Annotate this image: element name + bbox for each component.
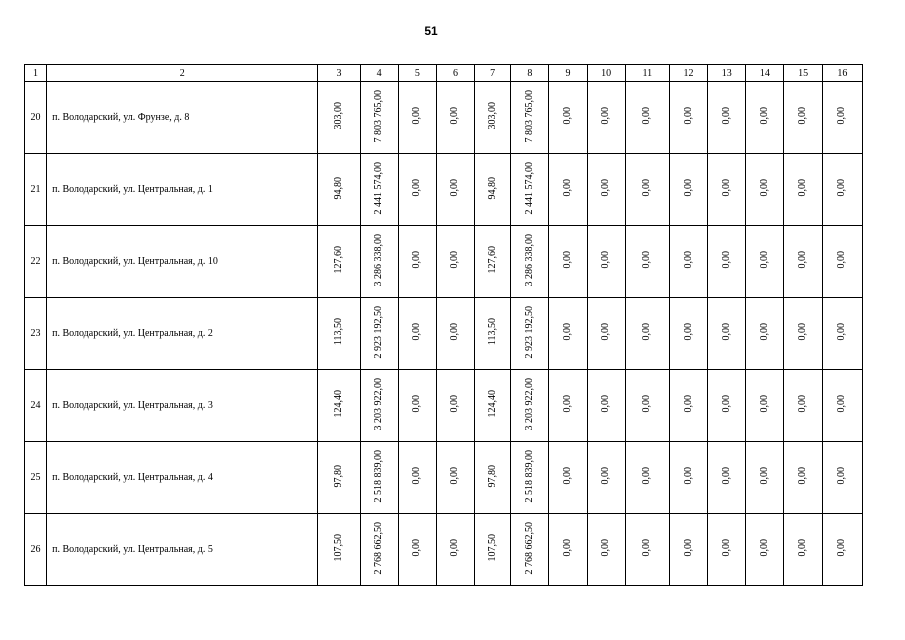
cell-value: 3 286 338,00 — [523, 233, 535, 287]
value-cell-col-12 — [669, 154, 707, 226]
cell-value: 0,00 — [562, 395, 573, 413]
value-cell-col-8 — [511, 298, 549, 370]
address-cell: п. Володарский, ул. Центральная, д. 3 — [47, 370, 318, 442]
column-header-10: 10 — [587, 65, 625, 82]
cell-value: 0,00 — [720, 179, 732, 197]
value-cell-col-5 — [398, 442, 436, 514]
value-cell-col-4 — [360, 226, 398, 298]
page-number: 51 — [424, 24, 438, 38]
cell-value: 2 923 192,50 — [523, 305, 535, 359]
row-number-cell: 23 — [25, 298, 47, 370]
value-cell-col-14 — [746, 442, 784, 514]
cell-value: 0,00 — [449, 467, 461, 485]
value-cell-col-10 — [587, 370, 625, 442]
value-cell-col-12 — [669, 370, 707, 442]
cell-value: 0,00 — [797, 467, 809, 485]
cell-value: 0,00 — [411, 467, 423, 485]
table-row — [25, 226, 863, 298]
table-body — [25, 82, 863, 586]
cell-value: 0,00 — [641, 395, 653, 413]
cell-value: 127,60 — [486, 246, 498, 274]
cell-value: 0,00 — [758, 395, 770, 413]
value-cell-col-15 — [784, 298, 822, 370]
cell-value: 0,00 — [836, 179, 848, 197]
cell-value: 0,00 — [562, 467, 573, 485]
value-cell-col-3 — [318, 514, 360, 586]
value-cell-col-4 — [360, 514, 398, 586]
cell-value: 0,00 — [758, 467, 770, 485]
value-cell-col-6 — [436, 226, 474, 298]
address-cell: п. Володарский, ул. Центральная, д. 2 — [47, 298, 318, 370]
column-header-15: 15 — [784, 65, 822, 82]
value-cell-col-11 — [625, 442, 669, 514]
column-header-11: 11 — [625, 65, 669, 82]
value-cell-col-11 — [625, 226, 669, 298]
cell-value: 97,80 — [332, 464, 344, 488]
value-cell-col-14 — [746, 370, 784, 442]
value-cell-col-8 — [511, 514, 549, 586]
cell-value: 0,00 — [720, 107, 732, 125]
value-cell-col-9 — [549, 442, 587, 514]
table-row — [25, 442, 863, 514]
column-header-2: 2 — [47, 65, 318, 82]
address-cell: п. Володарский, ул. Центральная, д. 1 — [47, 154, 318, 226]
row-number-cell: 22 — [25, 226, 47, 298]
cell-value: 0,00 — [797, 395, 809, 413]
value-cell-col-7 — [475, 154, 511, 226]
column-header-5: 5 — [398, 65, 436, 82]
cell-value: 0,00 — [641, 107, 653, 125]
cell-value: 0,00 — [449, 251, 461, 269]
value-cell-col-13 — [708, 370, 746, 442]
value-cell-col-6 — [436, 154, 474, 226]
cell-value: 0,00 — [449, 107, 461, 125]
column-header-9: 9 — [549, 65, 587, 82]
value-cell-col-15 — [784, 82, 822, 154]
cell-value: 0,00 — [836, 323, 848, 341]
cell-value: 0,00 — [720, 395, 732, 413]
value-cell-col-9 — [549, 154, 587, 226]
value-cell-col-5 — [398, 226, 436, 298]
cell-value: 0,00 — [797, 179, 809, 197]
value-cell-col-15 — [784, 442, 822, 514]
cell-value: 0,00 — [720, 251, 732, 269]
cell-value: 113,50 — [486, 318, 498, 346]
cell-value: 0,00 — [600, 395, 612, 413]
value-cell-col-5 — [398, 370, 436, 442]
cell-value: 0,00 — [758, 179, 770, 197]
cell-value: 107,50 — [486, 534, 498, 562]
column-header-13: 13 — [708, 65, 746, 82]
cell-value: 0,00 — [836, 395, 848, 413]
row-number-cell: 26 — [25, 514, 47, 586]
cell-value: 0,00 — [758, 107, 770, 125]
row-number-cell: 21 — [25, 154, 47, 226]
value-cell-col-13 — [708, 514, 746, 586]
value-cell-col-12 — [669, 82, 707, 154]
value-cell-col-14 — [746, 226, 784, 298]
column-header-8: 8 — [511, 65, 549, 82]
cell-value: 2 441 574,00 — [373, 161, 385, 215]
column-header-14: 14 — [746, 65, 784, 82]
cell-value: 0,00 — [641, 251, 653, 269]
value-cell-col-3 — [318, 226, 360, 298]
value-cell-col-14 — [746, 298, 784, 370]
address-cell: п. Володарский, ул. Центральная, д. 5 — [47, 514, 318, 586]
value-cell-col-5 — [398, 82, 436, 154]
value-cell-col-16 — [822, 514, 862, 586]
value-cell-col-16 — [822, 298, 862, 370]
cell-value: 0,00 — [600, 323, 612, 341]
value-cell-col-8 — [511, 442, 549, 514]
cell-value: 0,00 — [600, 107, 612, 125]
cell-value: 0,00 — [682, 467, 694, 485]
column-header-6: 6 — [436, 65, 474, 82]
column-header-1: 1 — [25, 65, 47, 82]
cell-value: 0,00 — [682, 323, 694, 341]
cell-value: 0,00 — [641, 539, 653, 557]
cell-value: 0,00 — [836, 107, 848, 125]
cell-value: 107,50 — [332, 534, 344, 562]
cell-value: 0,00 — [600, 251, 612, 269]
cell-value: 0,00 — [449, 395, 461, 413]
cell-value: 0,00 — [411, 395, 423, 413]
column-header-16: 16 — [822, 65, 862, 82]
value-cell-col-5 — [398, 514, 436, 586]
value-cell-col-4 — [360, 154, 398, 226]
value-cell-col-10 — [587, 82, 625, 154]
value-cell-col-6 — [436, 514, 474, 586]
cell-value: 7 803 765,00 — [373, 89, 385, 143]
cell-value: 127,60 — [332, 246, 344, 274]
column-header-4: 4 — [360, 65, 398, 82]
cell-value: 0,00 — [641, 323, 653, 341]
value-cell-col-4 — [360, 82, 398, 154]
cell-value: 0,00 — [836, 251, 848, 269]
value-cell-col-12 — [669, 514, 707, 586]
cell-value: 0,00 — [682, 179, 694, 197]
value-cell-col-10 — [587, 154, 625, 226]
value-cell-col-12 — [669, 226, 707, 298]
value-cell-col-16 — [822, 442, 862, 514]
value-cell-col-10 — [587, 226, 625, 298]
value-cell-col-10 — [587, 442, 625, 514]
cell-value: 0,00 — [562, 179, 573, 197]
value-cell-col-7 — [475, 82, 511, 154]
cell-value: 0,00 — [836, 539, 848, 557]
value-cell-col-13 — [708, 226, 746, 298]
value-cell-col-14 — [746, 154, 784, 226]
cell-value: 0,00 — [758, 251, 770, 269]
value-cell-col-10 — [587, 514, 625, 586]
cell-value: 0,00 — [449, 179, 461, 197]
value-cell-col-11 — [625, 82, 669, 154]
cell-value: 0,00 — [600, 179, 612, 197]
value-cell-col-9 — [549, 514, 587, 586]
table-row — [25, 154, 863, 226]
value-cell-col-6 — [436, 370, 474, 442]
value-cell-col-8 — [511, 154, 549, 226]
value-cell-col-4 — [360, 298, 398, 370]
cell-value: 7 803 765,00 — [523, 89, 535, 143]
row-number-cell: 20 — [25, 82, 47, 154]
cell-value: 0,00 — [562, 323, 573, 341]
value-cell-col-12 — [669, 298, 707, 370]
value-cell-col-11 — [625, 154, 669, 226]
row-number-cell: 25 — [25, 442, 47, 514]
column-header-12: 12 — [669, 65, 707, 82]
cell-value: 0,00 — [411, 251, 423, 269]
value-cell-col-9 — [549, 298, 587, 370]
value-cell-col-3 — [318, 370, 360, 442]
cell-value: 2 768 662,50 — [373, 521, 385, 575]
table-row — [25, 370, 863, 442]
value-cell-col-15 — [784, 514, 822, 586]
cell-value: 2 518 839,00 — [523, 449, 535, 503]
cell-value: 0,00 — [797, 107, 809, 125]
value-cell-col-13 — [708, 154, 746, 226]
value-cell-col-13 — [708, 298, 746, 370]
value-cell-col-11 — [625, 514, 669, 586]
cell-value: 303,00 — [486, 102, 498, 130]
cell-value: 0,00 — [562, 107, 573, 125]
value-cell-col-8 — [511, 370, 549, 442]
value-cell-col-4 — [360, 442, 398, 514]
cell-value: 0,00 — [562, 251, 573, 269]
value-cell-col-14 — [746, 82, 784, 154]
row-number-cell: 24 — [25, 370, 47, 442]
value-cell-col-13 — [708, 442, 746, 514]
cell-value: 0,00 — [836, 467, 848, 485]
cell-value: 0,00 — [641, 179, 653, 197]
value-cell-col-3 — [318, 298, 360, 370]
value-cell-col-16 — [822, 154, 862, 226]
cell-value: 0,00 — [797, 251, 809, 269]
table-row — [25, 514, 863, 586]
cell-value: 0,00 — [682, 251, 694, 269]
cell-value: 94,80 — [332, 176, 344, 200]
cell-value: 0,00 — [797, 539, 809, 557]
value-cell-col-15 — [784, 154, 822, 226]
cell-value: 0,00 — [758, 323, 770, 341]
cell-value: 0,00 — [682, 107, 694, 125]
value-cell-col-6 — [436, 82, 474, 154]
value-cell-col-9 — [549, 370, 587, 442]
cell-value: 3 286 338,00 — [373, 233, 385, 287]
cell-value: 303,00 — [332, 102, 344, 130]
cell-value: 0,00 — [641, 467, 653, 485]
value-cell-col-16 — [822, 370, 862, 442]
value-cell-col-7 — [475, 298, 511, 370]
value-cell-col-12 — [669, 442, 707, 514]
column-header-7: 7 — [475, 65, 511, 82]
cell-value: 2 518 839,00 — [373, 449, 385, 503]
value-cell-col-6 — [436, 442, 474, 514]
cell-value: 0,00 — [411, 179, 423, 197]
cell-value: 3 203 922,00 — [373, 377, 385, 431]
cell-value: 124,40 — [332, 390, 344, 418]
value-cell-col-8 — [511, 226, 549, 298]
value-cell-col-9 — [549, 82, 587, 154]
cell-value: 2 923 192,50 — [373, 305, 385, 359]
value-cell-col-8 — [511, 82, 549, 154]
value-cell-col-16 — [822, 82, 862, 154]
data-table — [24, 64, 863, 586]
cell-value: 3 203 922,00 — [523, 377, 535, 431]
value-cell-col-9 — [549, 226, 587, 298]
value-cell-col-7 — [475, 514, 511, 586]
value-cell-col-3 — [318, 442, 360, 514]
cell-value: 0,00 — [411, 107, 423, 125]
value-cell-col-15 — [784, 370, 822, 442]
value-cell-col-7 — [475, 442, 511, 514]
value-cell-col-3 — [318, 154, 360, 226]
cell-value: 0,00 — [600, 467, 612, 485]
value-cell-col-11 — [625, 370, 669, 442]
cell-value: 2 768 662,50 — [523, 521, 535, 575]
cell-value: 124,40 — [486, 390, 498, 418]
value-cell-col-6 — [436, 298, 474, 370]
address-cell: п. Володарский, ул. Центральная, д. 4 — [47, 442, 318, 514]
cell-value: 0,00 — [600, 539, 612, 557]
cell-value: 97,80 — [486, 464, 498, 488]
column-header-3: 3 — [318, 65, 360, 82]
cell-value: 0,00 — [720, 539, 732, 557]
value-cell-col-10 — [587, 298, 625, 370]
value-cell-col-7 — [475, 370, 511, 442]
header-row — [25, 65, 863, 82]
cell-value: 0,00 — [411, 539, 423, 557]
cell-value: 0,00 — [449, 539, 461, 557]
table-row — [25, 298, 863, 370]
cell-value: 0,00 — [720, 467, 732, 485]
value-cell-col-3 — [318, 82, 360, 154]
value-cell-col-11 — [625, 298, 669, 370]
cell-value: 0,00 — [720, 323, 732, 341]
value-cell-col-13 — [708, 82, 746, 154]
cell-value: 0,00 — [411, 323, 423, 341]
value-cell-col-7 — [475, 226, 511, 298]
cell-value: 0,00 — [682, 539, 694, 557]
value-cell-col-16 — [822, 226, 862, 298]
value-cell-col-4 — [360, 370, 398, 442]
cell-value: 2 441 574,00 — [523, 161, 535, 215]
cell-value: 94,80 — [486, 176, 498, 200]
value-cell-col-5 — [398, 298, 436, 370]
cell-value: 0,00 — [449, 323, 461, 341]
cell-value: 0,00 — [562, 539, 573, 557]
value-cell-col-15 — [784, 226, 822, 298]
address-cell: п. Володарский, ул. Центральная, д. 10 — [47, 226, 318, 298]
value-cell-col-5 — [398, 154, 436, 226]
cell-value: 113,50 — [332, 318, 344, 346]
cell-value: 0,00 — [758, 539, 770, 557]
address-cell: п. Володарский, ул. Фрунзе, д. 8 — [47, 82, 318, 154]
cell-value: 0,00 — [682, 395, 694, 413]
cell-value: 0,00 — [797, 323, 809, 341]
table-row — [25, 82, 863, 154]
value-cell-col-14 — [746, 514, 784, 586]
